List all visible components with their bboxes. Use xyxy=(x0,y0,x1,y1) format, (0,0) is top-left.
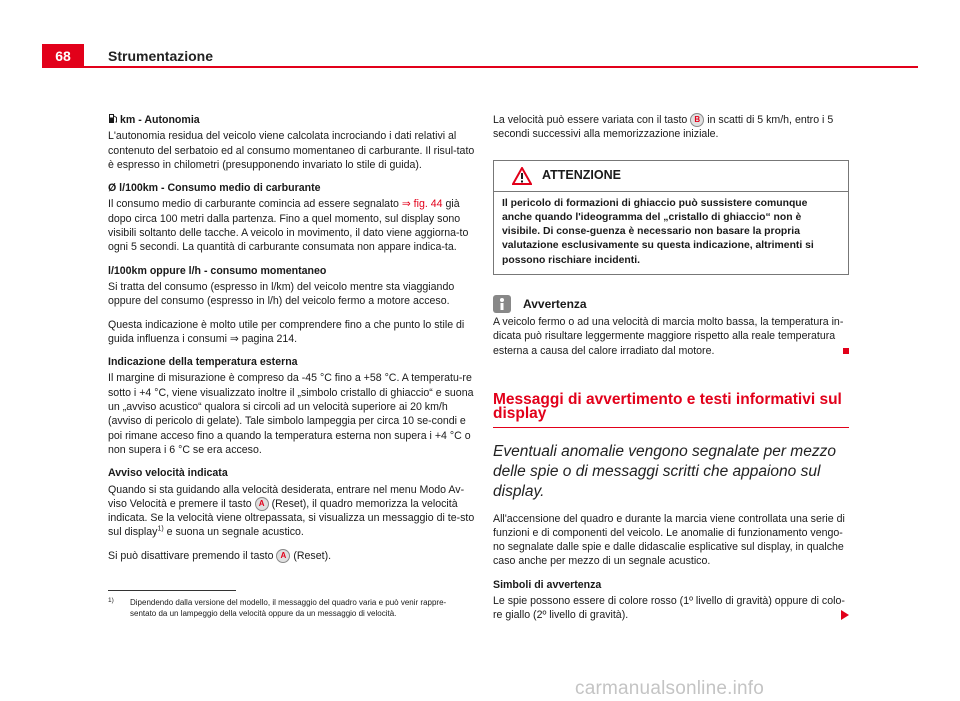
symbols-heading: Simboli di avvertenza xyxy=(493,578,602,591)
warning-triangle-icon xyxy=(512,167,532,185)
button-a-badge: A xyxy=(276,549,290,563)
note-title: Avvertenza xyxy=(523,296,587,311)
footnote-mark: 1) xyxy=(108,597,114,604)
speed-change-text: La velocità può essere variata con il tasto B in scatti di 5 km/h, entro i 5 secondi successivi alla memorizzazione iniziale. xyxy=(493,114,834,141)
warning-box xyxy=(493,160,849,275)
section-title: Messaggi di avvertimento e testi informativi sul display xyxy=(493,393,849,428)
speed-warning-text: Quando si sta guidando alla velocità desiderata, entrare nel menu Modo Av-viso Velocità e premere il tasto A (Reset), il quadro memorizza la velocità indicata. Se la velocità viene oltrepassata, si visualizza un messaggio di te-sto sul display$^{1)}$ e suona un segnale acustico. xyxy=(108,483,475,539)
info-note-icon xyxy=(493,295,511,313)
button-a-badge: A xyxy=(255,497,269,511)
instant-consumption-heading: l/100km oppure l/h - consumo momentaneo xyxy=(108,264,327,277)
button-b-badge: B xyxy=(690,113,704,127)
temperature-text: Il margine di misurazione è compreso da -45 °C fino a +58 °C. A temperatu-re sotto i +4 °C, viene visualizzato inoltre il „simbolo cristallo di ghiaccio“ e suona un „avviso acustico“ qualora si circoli ad un velocità superiore ai 20 km/h (avviso di pericolo di gelate). Tale simbolo lampeggia per circa 10 se-condi e poi rimane acceso fino a quando la temperatura esterna non supera i +4 °C o non supera i 6 °C se era acceso. xyxy=(108,372,474,456)
avg-consumption-text: Il consumo medio di carburante comincia ad essere segnalato ⇒ fig. 44 già dopo circa 100 metri dalla partenza. Fino a quel momento, sul display sono visibili soltanto delle tacche. A veicolo in movimento, il dato viene aggiorna-to ogni 5 secondi. La quantità di carburante consumata non appare indica-ta. xyxy=(108,198,469,254)
footnote-rule xyxy=(108,590,236,591)
section-intro: Eventuali anomalie vengono segnalate per mezzo delle spie o di messaggi scritti che appaiono sul display. xyxy=(493,442,836,500)
disable-text: Si può disattivare premendo il tasto A (Reset). xyxy=(108,549,332,562)
note-header xyxy=(493,295,849,313)
warning-title: ATTENZIONE xyxy=(542,168,621,183)
autonomy-text: L'autonomia residua del veicolo viene calcolata incrociando i dati relativi al contenuto del serbatoio ed al consumo momentaneo di carburante. Il risul-tato è espresso in chilometri (presupponendo invariato lo stile di guida). xyxy=(108,130,475,171)
footnote-ref[interactable]: 1) xyxy=(157,525,164,533)
section-end-icon xyxy=(843,348,849,354)
right-column xyxy=(493,113,849,632)
left-column xyxy=(108,113,478,572)
fig-44-link[interactable]: ⇒ fig. 44 xyxy=(401,198,443,211)
avg-consumption-heading: Ø l/100km - Consumo medio di carburante xyxy=(108,182,321,195)
continue-arrow-icon[interactable] xyxy=(841,610,849,620)
header-rule xyxy=(84,66,918,68)
warning-text: Il pericolo di formazioni di ghiaccio può sussistere comunque anche quando l'ideogramma del „cristallo di ghiaccio“ non è visibile. Di conse-guenza è necessario non basare la propria valutazione esclusivamente su questa indicazione, altrimenti si possono rischiare incidenti. xyxy=(502,197,814,266)
note-text: A veicolo fermo o ad una velocità di marcia molto bassa, la temperatura in-dicata può risultare leggermente maggiore rispetto alla reale temperatura esterna a causa del calore irradiato dal motore. xyxy=(493,315,849,358)
footnote-text: Dipendendo dalla versione del modello, il messaggio del quadro varia e può venir rappre-sentato da un lampeggio della velocità oppure da un messaggio di velocità. xyxy=(130,598,447,618)
page-title: Strumentazione xyxy=(108,48,214,64)
speed-warning-heading: Avviso velocità indicata xyxy=(108,467,228,480)
symbols-text: Le spie possono essere di colore rosso (1º livello di gravità) oppure di colo-re giallo (2º livello di gravità). xyxy=(493,594,849,623)
temperature-heading: Indicazione della temperatura esterna xyxy=(108,356,298,369)
instant-consumption-text-2: Questa indicazione è molto utile per comprendere fino a che punto lo stile di guida influenza i consumi ⇒ pagina 214. xyxy=(108,318,465,345)
watermark: carmanualsonline.info xyxy=(575,678,765,699)
page-number: 68 xyxy=(42,44,84,68)
footnote xyxy=(108,597,468,619)
fuel-pump-icon xyxy=(108,113,118,124)
warning-header xyxy=(494,161,848,192)
section-body-text: All'accensione del quadro e durante la marcia viene controllata una serie di funzioni e di componenti del veicolo. Le anomalie di funzionamento vengo-no segnalate dalle spie e dalle didascalie esplicative sul display, in qualche caso anche per mezzo di un segnale acustico. xyxy=(493,512,845,568)
instant-consumption-text: Si tratta del consumo (espresso in l/km) del veicolo mentre sta viaggiando oppure del consumo (espresso in l/h) del veicolo fermo a motore acceso. xyxy=(108,280,455,308)
autonomy-heading: km - Autonomia xyxy=(108,113,478,127)
